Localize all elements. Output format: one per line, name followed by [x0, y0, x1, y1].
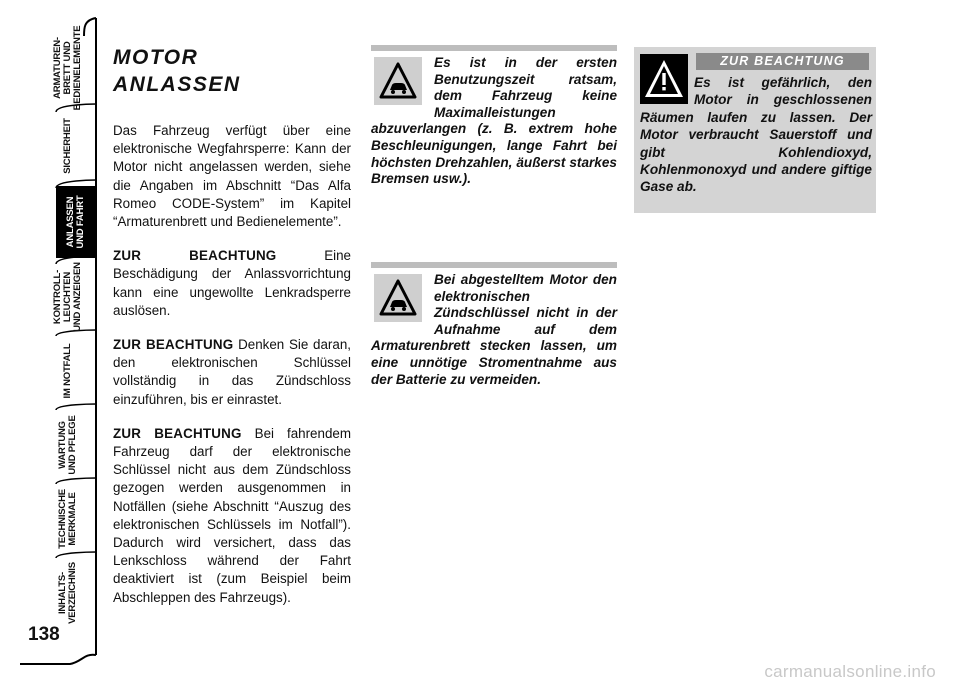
- warning-text: Es ist gefährlich, den Motor in geschlossenen Räumen laufen zu lassen. Der Motor verbraucht Sauerstoff und gibt Kohlendioxyd, Kohlenmonoxyd und andere giftige Gase ab.: [640, 75, 872, 195]
- tab-sicherheit[interactable]: [40, 110, 96, 182]
- tab-label: SICHERHEIT: [62, 118, 73, 174]
- tab-label: WARTUNG UND PFLEGE: [57, 415, 78, 475]
- section-title: [113, 44, 241, 98]
- warning-text-block: [640, 74, 872, 196]
- note-keyword: ZUR BEACHTUNG: [113, 248, 277, 264]
- note-paragraph: [113, 425, 351, 607]
- car-hint-icon: [374, 57, 422, 105]
- note-paragraph: [113, 336, 351, 409]
- tab-im-notfall[interactable]: [40, 336, 96, 406]
- tab-label: TECHNISCHE MERKMALE: [57, 489, 78, 549]
- callout-text: Es ist in der ersten Benutzungszeit ratsam, dem Fahrzeug keine Maximalleistungen abzuverlangen (z. B. extrem hohe Beschleunigungen, lange Fahrt bei höchsten Drehzahlen, äußerst starkes Bremsen usw.).: [371, 55, 617, 187]
- car-hint-icon: [374, 274, 422, 322]
- intro-paragraph: Das Fahrzeug verfügt über eine elektronische Wegfahrsperre: Kann der Motor nicht angelassen werden, siehe die Angaben im Abschnitt “Das Alfa Romeo CODE-System” im Kapitel “Armaturenbrett und Bedienelemente”.: [113, 123, 351, 230]
- tab-anlassen-und-fahrt[interactable]: [56, 186, 96, 258]
- callout-note-key: [371, 262, 617, 388]
- callout-note-break-in: [371, 45, 617, 188]
- tab-label: IM NOTFALL: [62, 343, 73, 399]
- section-title-line: ANLASSEN: [113, 73, 241, 96]
- warning-box: [634, 47, 876, 213]
- tab-wartung-und-pflege[interactable]: [40, 410, 96, 480]
- note-text: Eine Beschädigung der Anlassvorrichtung kann eine ungewollte Lenkradsperre auslösen.: [113, 248, 351, 318]
- warning-header: ZUR BEACHTUNG: [696, 53, 869, 70]
- tab-armaturenbrett[interactable]: [40, 25, 96, 111]
- main-text-column: [113, 122, 351, 623]
- note-text: Bei fahrendem Fahrzeug darf der elektronische Schlüssel nicht aus dem Zündschloss gezogen werden ausgenommen in Notfällen (siehe Abschnitt “Auszug des elektronischen Schlüssels im Notfall”). Dadurch wird versichert, dass das Lenkschloss während der Fahrt deaktiviert ist (zum Beispiel beim Abschleppen des Fahrzeugs).: [113, 425, 351, 605]
- note-keyword: ZUR BEACHTUNG: [113, 425, 242, 441]
- tab-label: ARMATUREN- BRETT UND BEDIENELEMENTE: [52, 25, 83, 111]
- tab-technische-merkmale[interactable]: [40, 484, 96, 554]
- chapter-tab-navigation: [0, 0, 100, 692]
- page-number: 138: [28, 624, 60, 645]
- note-text: Denken Sie daran, den elektronischen Schlüssel vollständig in das Zündschloss einzuführen, bis er einrastet.: [113, 337, 352, 407]
- callout-text: Bei abgestelltem Motor den elektronischen Zündschlüssel nicht in der Aufnahme auf dem Armaturenbrett stecken lassen, um eine unnötige Stromentnahme aus der Batterie zu vermeiden.: [371, 272, 617, 387]
- note-keyword: ZUR BEACHTUNG: [113, 337, 234, 353]
- note-paragraph: [113, 247, 351, 320]
- tab-label: INHALTS- VERZEICHNIS: [57, 562, 78, 624]
- watermark-text: carmanualsonline.info: [764, 662, 936, 681]
- tab-inhaltsverzeichnis[interactable]: [40, 558, 96, 628]
- tab-label: ANLASSEN UND FAHRT: [65, 195, 86, 249]
- section-title-line: MOTOR: [113, 46, 199, 69]
- tab-kontrollleuchten[interactable]: [40, 262, 96, 332]
- tab-label: KONTROLL- LEUCHTEN UND ANZEIGEN: [52, 262, 83, 332]
